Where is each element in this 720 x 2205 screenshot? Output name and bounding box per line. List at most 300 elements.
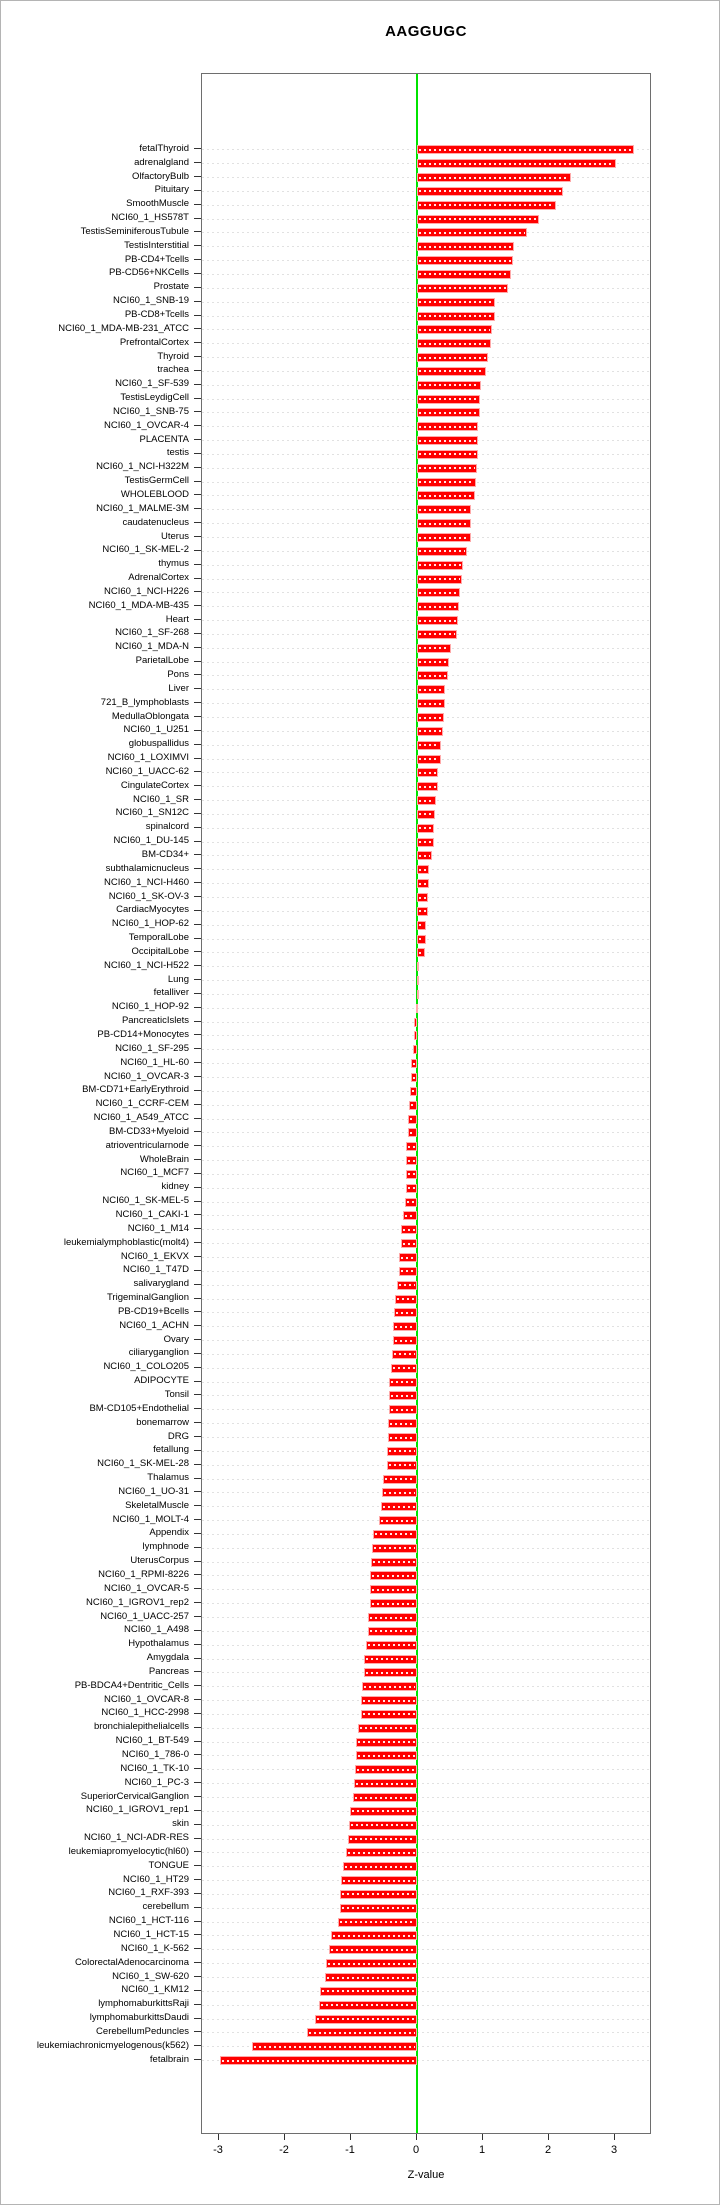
bar-centerline bbox=[419, 357, 486, 359]
bar bbox=[417, 187, 563, 196]
bar bbox=[417, 588, 460, 597]
category-label: NCI60_1_UACC-257 bbox=[100, 1610, 189, 1622]
bar bbox=[389, 1378, 417, 1387]
category-label: NCI60_1_PC-3 bbox=[124, 1776, 189, 1788]
bar bbox=[417, 935, 426, 944]
bar bbox=[364, 1668, 418, 1677]
grid-line bbox=[202, 1215, 650, 1216]
bar-centerline bbox=[390, 1437, 415, 1439]
y-axis-tick bbox=[194, 661, 201, 662]
y-axis-tick bbox=[194, 1976, 201, 1977]
bar bbox=[417, 685, 445, 694]
category-label: AdrenalCortex bbox=[128, 572, 189, 583]
bar bbox=[315, 2015, 417, 2024]
grid-line bbox=[202, 1852, 650, 1853]
grid-line bbox=[202, 1797, 650, 1798]
bar-centerline bbox=[351, 1824, 415, 1826]
bar bbox=[406, 1170, 417, 1179]
bar-centerline bbox=[419, 287, 506, 289]
grid-line bbox=[202, 1686, 650, 1687]
category-label: SkeletalMuscle bbox=[125, 1499, 189, 1511]
y-axis-tick bbox=[194, 2004, 201, 2005]
y-axis-tick bbox=[194, 951, 201, 952]
grid-line bbox=[202, 1492, 650, 1493]
bar bbox=[381, 1502, 417, 1511]
bar-centerline bbox=[419, 550, 465, 552]
y-axis-tick bbox=[194, 1741, 201, 1742]
bar bbox=[373, 1530, 417, 1539]
y-axis-tick bbox=[194, 328, 201, 329]
bar-centerline bbox=[333, 1935, 416, 1937]
y-axis-tick bbox=[194, 785, 201, 786]
grid-line bbox=[202, 2032, 650, 2033]
bar-centerline bbox=[368, 1644, 416, 1646]
bar bbox=[417, 921, 426, 930]
category-label: TemporalLobe bbox=[128, 932, 189, 943]
bar bbox=[414, 1018, 417, 1027]
category-label: WHOLEBLOOD bbox=[120, 488, 189, 500]
category-label: NCI60_1_HCT-15 bbox=[113, 1928, 189, 1940]
bar bbox=[340, 1890, 417, 1899]
bar-centerline bbox=[419, 273, 509, 275]
bar bbox=[417, 533, 471, 542]
category-label: NCI60_1_NCI-H460 bbox=[103, 876, 189, 888]
category-label: NCI60_1_HOP-92 bbox=[111, 1001, 189, 1013]
y-axis-tick bbox=[194, 1284, 201, 1285]
bar-centerline bbox=[419, 370, 484, 372]
bar bbox=[417, 450, 478, 459]
bar bbox=[417, 491, 475, 500]
bar bbox=[331, 1931, 418, 1940]
grid-line bbox=[202, 1575, 650, 1576]
grid-line bbox=[202, 1008, 650, 1009]
y-axis-tick bbox=[194, 1547, 201, 1548]
grid-line bbox=[202, 1894, 650, 1895]
bar-centerline bbox=[419, 813, 433, 815]
y-axis-tick bbox=[194, 854, 201, 855]
bar-centerline bbox=[408, 1173, 415, 1175]
y-axis-tick bbox=[194, 1436, 201, 1437]
grid-line bbox=[202, 1395, 650, 1396]
bar-centerline bbox=[364, 1686, 415, 1688]
y-axis-tick bbox=[194, 702, 201, 703]
grid-line bbox=[202, 1714, 650, 1715]
bar-centerline bbox=[327, 1977, 415, 1979]
y-axis-tick bbox=[194, 1201, 201, 1202]
bar bbox=[320, 1987, 417, 1996]
bar bbox=[417, 505, 471, 514]
bar-centerline bbox=[343, 1880, 415, 1882]
y-axis-tick bbox=[194, 204, 201, 205]
bar-centerline bbox=[358, 1755, 415, 1757]
grid-line bbox=[202, 966, 650, 967]
bar-centerline bbox=[419, 398, 478, 400]
y-axis-tick bbox=[194, 1450, 201, 1451]
y-axis-tick bbox=[194, 1298, 201, 1299]
bar-centerline bbox=[385, 1478, 415, 1480]
x-tick-label: 2 bbox=[544, 2144, 552, 2156]
bar-centerline bbox=[419, 232, 525, 234]
grid-line bbox=[202, 2019, 650, 2020]
bar-centerline bbox=[372, 1575, 415, 1577]
bar-centerline bbox=[410, 1132, 415, 1134]
bar-centerline bbox=[408, 1160, 415, 1162]
x-axis-tick bbox=[416, 2134, 417, 2140]
grid-line bbox=[202, 1243, 650, 1244]
bar-centerline bbox=[396, 1312, 415, 1314]
bar-centerline bbox=[405, 1215, 416, 1217]
bar bbox=[349, 1821, 417, 1830]
y-axis-tick bbox=[194, 578, 201, 579]
grid-line bbox=[202, 1908, 650, 1909]
y-axis-tick bbox=[194, 1159, 201, 1160]
bar-centerline bbox=[419, 163, 614, 165]
bar bbox=[346, 1848, 417, 1857]
bar bbox=[417, 159, 616, 168]
bar bbox=[417, 699, 445, 708]
category-label: NCI60_1_UO-31 bbox=[118, 1485, 189, 1497]
x-tick-label: -1 bbox=[345, 2144, 355, 2156]
grid-line bbox=[202, 1354, 650, 1355]
grid-line bbox=[202, 1631, 650, 1632]
bar bbox=[417, 298, 495, 307]
bar bbox=[364, 1655, 417, 1664]
y-axis-tick bbox=[194, 1824, 201, 1825]
bar bbox=[417, 810, 435, 819]
y-axis-tick bbox=[194, 1782, 201, 1783]
bar-centerline bbox=[419, 218, 537, 220]
grid-line bbox=[202, 1922, 650, 1923]
category-label: NCI60_1_U251 bbox=[123, 724, 189, 736]
bar bbox=[409, 1101, 417, 1110]
category-label: ADIPOCYTE bbox=[134, 1375, 189, 1387]
grid-line bbox=[202, 1839, 650, 1840]
bar bbox=[370, 1599, 418, 1608]
bar-centerline bbox=[419, 343, 489, 345]
bar-centerline bbox=[419, 606, 457, 608]
category-label: ParietalLobe bbox=[135, 655, 189, 667]
bar-centerline bbox=[373, 1561, 415, 1563]
bar bbox=[355, 1765, 417, 1774]
bar-centerline bbox=[419, 827, 432, 829]
category-label: NCI60_1_HCC-2998 bbox=[101, 1707, 189, 1719]
bar-centerline bbox=[419, 910, 426, 912]
bar bbox=[414, 1031, 417, 1040]
bar-centerline bbox=[328, 1963, 415, 1965]
y-axis-tick bbox=[194, 1325, 201, 1326]
y-axis-tick bbox=[194, 356, 201, 357]
bar-centerline bbox=[419, 730, 441, 732]
bar bbox=[417, 408, 480, 417]
bar bbox=[307, 2028, 417, 2037]
y-axis-tick bbox=[194, 716, 201, 717]
grid-line bbox=[202, 1271, 650, 1272]
category-label: NCI60_1_OVCAR-3 bbox=[103, 1070, 189, 1082]
y-axis-tick bbox=[194, 273, 201, 274]
x-axis-tick bbox=[284, 2134, 285, 2140]
bar bbox=[399, 1253, 418, 1262]
category-label: PB-CD14+Monocytes bbox=[97, 1028, 189, 1040]
y-axis-tick bbox=[194, 896, 201, 897]
bar bbox=[358, 1724, 417, 1733]
y-axis-tick bbox=[194, 1118, 201, 1119]
bar-centerline bbox=[419, 260, 511, 262]
bar-centerline bbox=[357, 1769, 415, 1771]
category-label: NCI60_1_SW-620 bbox=[112, 1970, 189, 1982]
category-label: leukemialymphoblastic(molt4) bbox=[63, 1236, 189, 1248]
bar-centerline bbox=[419, 301, 493, 303]
grid-line bbox=[202, 1368, 650, 1369]
bar-centerline bbox=[363, 1700, 415, 1702]
y-axis-tick bbox=[194, 1021, 201, 1022]
plot-area bbox=[201, 73, 651, 2134]
y-axis-tick bbox=[194, 425, 201, 426]
bar bbox=[417, 228, 527, 237]
category-label: NCI60_1_OVCAR-5 bbox=[103, 1582, 189, 1594]
bar-centerline bbox=[419, 412, 478, 414]
y-axis-tick bbox=[194, 1353, 201, 1354]
y-axis-tick bbox=[194, 1574, 201, 1575]
bar-centerline bbox=[350, 1838, 415, 1840]
category-label: TestisLeydigCell bbox=[120, 392, 189, 403]
y-axis-tick bbox=[194, 1408, 201, 1409]
y-axis-tick bbox=[194, 1242, 201, 1243]
y-axis-tick bbox=[194, 1893, 201, 1894]
y-axis-tick bbox=[194, 882, 201, 883]
bar bbox=[417, 312, 495, 321]
grid-line bbox=[202, 1063, 650, 1064]
grid-line bbox=[202, 1825, 650, 1826]
bar-centerline bbox=[321, 2004, 415, 2006]
bar-centerline bbox=[408, 1146, 415, 1148]
category-label: NCI60_1_NCI-ADR-RES bbox=[83, 1832, 189, 1843]
y-axis-tick bbox=[194, 1962, 201, 1963]
bar bbox=[350, 1807, 417, 1816]
bar bbox=[417, 478, 476, 487]
category-label: NCI60_1_SF-268 bbox=[115, 627, 189, 639]
bar bbox=[417, 395, 480, 404]
bar bbox=[417, 782, 438, 791]
y-axis-tick bbox=[194, 411, 201, 412]
category-label: lymphomaburkittsRaji bbox=[98, 1998, 189, 2010]
y-axis-tick bbox=[194, 1381, 201, 1382]
category-label: NCI60_1_MOLT-4 bbox=[112, 1513, 189, 1525]
bar-centerline bbox=[419, 467, 475, 469]
y-axis-tick bbox=[194, 550, 201, 551]
grid-line bbox=[202, 1506, 650, 1507]
grid-line bbox=[202, 1299, 650, 1300]
bar bbox=[417, 602, 459, 611]
bar bbox=[417, 256, 513, 265]
bar bbox=[406, 1156, 417, 1165]
bar-centerline bbox=[372, 1589, 415, 1591]
bar bbox=[372, 1544, 418, 1553]
y-axis-tick bbox=[194, 342, 201, 343]
bar-centerline bbox=[370, 1617, 415, 1619]
y-axis-tick bbox=[194, 1367, 201, 1368]
grid-line bbox=[202, 1949, 650, 1950]
category-label: NCI60_1_786-0 bbox=[121, 1748, 189, 1760]
bar bbox=[413, 1045, 417, 1054]
bar bbox=[417, 796, 436, 805]
bar-centerline bbox=[401, 1270, 416, 1272]
category-label: SuperiorCervicalGanglion bbox=[80, 1790, 189, 1802]
y-axis-tick bbox=[194, 522, 201, 523]
category-label: CingulateCortex bbox=[120, 779, 189, 791]
y-axis-tick bbox=[194, 190, 201, 191]
category-label: NCI60_1_SK-OV-3 bbox=[108, 890, 189, 902]
bar-centerline bbox=[254, 2046, 415, 2048]
y-axis-tick bbox=[194, 1865, 201, 1866]
category-label: Pons bbox=[167, 668, 189, 680]
y-axis-tick bbox=[194, 1062, 201, 1063]
y-axis-tick bbox=[194, 1422, 201, 1423]
bar bbox=[325, 1973, 417, 1982]
bar-centerline bbox=[356, 1783, 415, 1785]
category-label: MedullaOblongata bbox=[111, 710, 189, 722]
y-axis-tick bbox=[194, 605, 201, 606]
category-label: Lung bbox=[167, 973, 189, 985]
y-axis-tick bbox=[194, 965, 201, 966]
y-axis-tick bbox=[194, 453, 201, 454]
category-label: Appendix bbox=[149, 1527, 189, 1539]
grid-line bbox=[202, 1160, 650, 1161]
category-label: PB-BDCA4+Dentritic_Cells bbox=[74, 1679, 189, 1691]
bar-centerline bbox=[419, 883, 427, 885]
bar-centerline bbox=[395, 1340, 415, 1342]
bar bbox=[417, 658, 449, 667]
bar-centerline bbox=[419, 481, 474, 483]
bar-centerline bbox=[389, 1464, 415, 1466]
bar-centerline bbox=[419, 897, 426, 899]
bar-centerline bbox=[391, 1395, 415, 1397]
grid-line bbox=[202, 1866, 650, 1867]
category-label: fetalThyroid bbox=[139, 142, 189, 154]
y-axis-tick bbox=[194, 467, 201, 468]
bar-centerline bbox=[403, 1243, 416, 1245]
bar bbox=[408, 1128, 417, 1137]
bar-centerline bbox=[340, 1921, 415, 1923]
bar-centerline bbox=[419, 786, 436, 788]
grid-line bbox=[202, 1423, 650, 1424]
y-axis-tick bbox=[194, 1478, 201, 1479]
category-label: NCI60_1_OVCAR-4 bbox=[103, 419, 189, 431]
category-label: NCI60_1_M14 bbox=[127, 1222, 189, 1234]
bar-centerline bbox=[389, 1450, 415, 1452]
bar-centerline bbox=[412, 1090, 415, 1092]
grid-line bbox=[202, 1035, 650, 1036]
bar bbox=[417, 353, 488, 362]
category-label: 721_B_lymphoblasts bbox=[100, 696, 189, 708]
y-axis-tick bbox=[194, 1214, 201, 1215]
bar bbox=[417, 962, 419, 971]
grid-line bbox=[202, 1451, 650, 1452]
category-label: Pituitary bbox=[154, 184, 189, 196]
y-axis-tick bbox=[194, 370, 201, 371]
category-label: TestisInterstitial bbox=[124, 239, 189, 251]
category-label: atrioventricularnode bbox=[105, 1139, 189, 1151]
bar bbox=[416, 1004, 418, 1013]
y-axis-tick bbox=[194, 1048, 201, 1049]
bar-centerline bbox=[375, 1533, 415, 1535]
bar bbox=[361, 1696, 417, 1705]
y-axis-tick bbox=[194, 1630, 201, 1631]
bar bbox=[417, 907, 428, 916]
y-axis-tick bbox=[194, 1768, 201, 1769]
y-axis-tick bbox=[194, 2031, 201, 2032]
category-label: NCI60_1_LOXIMVI bbox=[107, 752, 189, 763]
grid-line bbox=[202, 1022, 650, 1023]
category-label: Amygdala bbox=[146, 1652, 189, 1663]
bar bbox=[417, 879, 429, 888]
bar-centerline bbox=[419, 717, 442, 719]
category-label: NCI60_1_ACHN bbox=[119, 1319, 189, 1331]
y-axis-tick bbox=[194, 231, 201, 232]
bar bbox=[408, 1115, 417, 1124]
category-label: NCI60_1_NCI-H226 bbox=[103, 585, 189, 597]
y-axis-tick bbox=[194, 1270, 201, 1271]
category-label: NCI60_1_RXF-393 bbox=[108, 1887, 189, 1899]
category-label: PB-CD56+NKCells bbox=[109, 267, 189, 279]
bar bbox=[388, 1433, 417, 1442]
category-label: NCI60_1_TK-10 bbox=[120, 1762, 189, 1774]
category-label: caudatenucleus bbox=[122, 516, 189, 528]
y-axis-tick bbox=[194, 162, 201, 163]
y-axis-tick bbox=[194, 1034, 201, 1035]
grid-line bbox=[202, 1645, 650, 1646]
bar bbox=[417, 824, 434, 833]
bar bbox=[417, 464, 477, 473]
y-axis-tick bbox=[194, 771, 201, 772]
bar bbox=[417, 976, 419, 985]
grid-line bbox=[202, 1437, 650, 1438]
grid-line bbox=[202, 1672, 650, 1673]
y-axis-tick bbox=[194, 758, 201, 759]
bar-centerline bbox=[419, 620, 456, 622]
category-label: NCI60_1_MALME-3M bbox=[96, 502, 189, 514]
bar-centerline bbox=[342, 1893, 415, 1895]
category-label: NCI60_1_MDA-MB-435 bbox=[88, 599, 189, 611]
category-label: spinalcord bbox=[145, 821, 189, 833]
bar bbox=[417, 325, 492, 334]
category-label: NCI60_1_SF-295 bbox=[115, 1042, 189, 1054]
bar-centerline bbox=[309, 2032, 415, 2034]
y-axis-tick bbox=[194, 536, 201, 537]
grid-line bbox=[202, 1132, 650, 1133]
category-label: TestisGermCell bbox=[124, 475, 189, 487]
category-label: NCI60_1_HS578T bbox=[111, 212, 189, 223]
y-axis-tick bbox=[194, 1090, 201, 1091]
category-label: trachea bbox=[157, 364, 189, 376]
bar-centerline bbox=[419, 661, 447, 663]
category-label: NCI60_1_DU-145 bbox=[113, 835, 189, 847]
category-label: SmoothMuscle bbox=[126, 198, 189, 210]
y-axis-tick bbox=[194, 398, 201, 399]
bar bbox=[417, 713, 444, 722]
bar-centerline bbox=[222, 2060, 415, 2062]
y-axis-tick bbox=[194, 1561, 201, 1562]
bar-centerline bbox=[419, 523, 469, 525]
category-label: PB-CD8+Tcells bbox=[124, 309, 189, 320]
y-axis-tick bbox=[194, 674, 201, 675]
category-label: NCI60_1_SR bbox=[133, 793, 189, 805]
category-label: fetalliver bbox=[153, 987, 189, 999]
grid-line bbox=[202, 1991, 650, 1992]
bar bbox=[417, 893, 428, 902]
y-axis-tick bbox=[194, 1076, 201, 1077]
category-label: NCI60_1_MCF7 bbox=[120, 1167, 189, 1179]
bar bbox=[405, 1198, 417, 1207]
